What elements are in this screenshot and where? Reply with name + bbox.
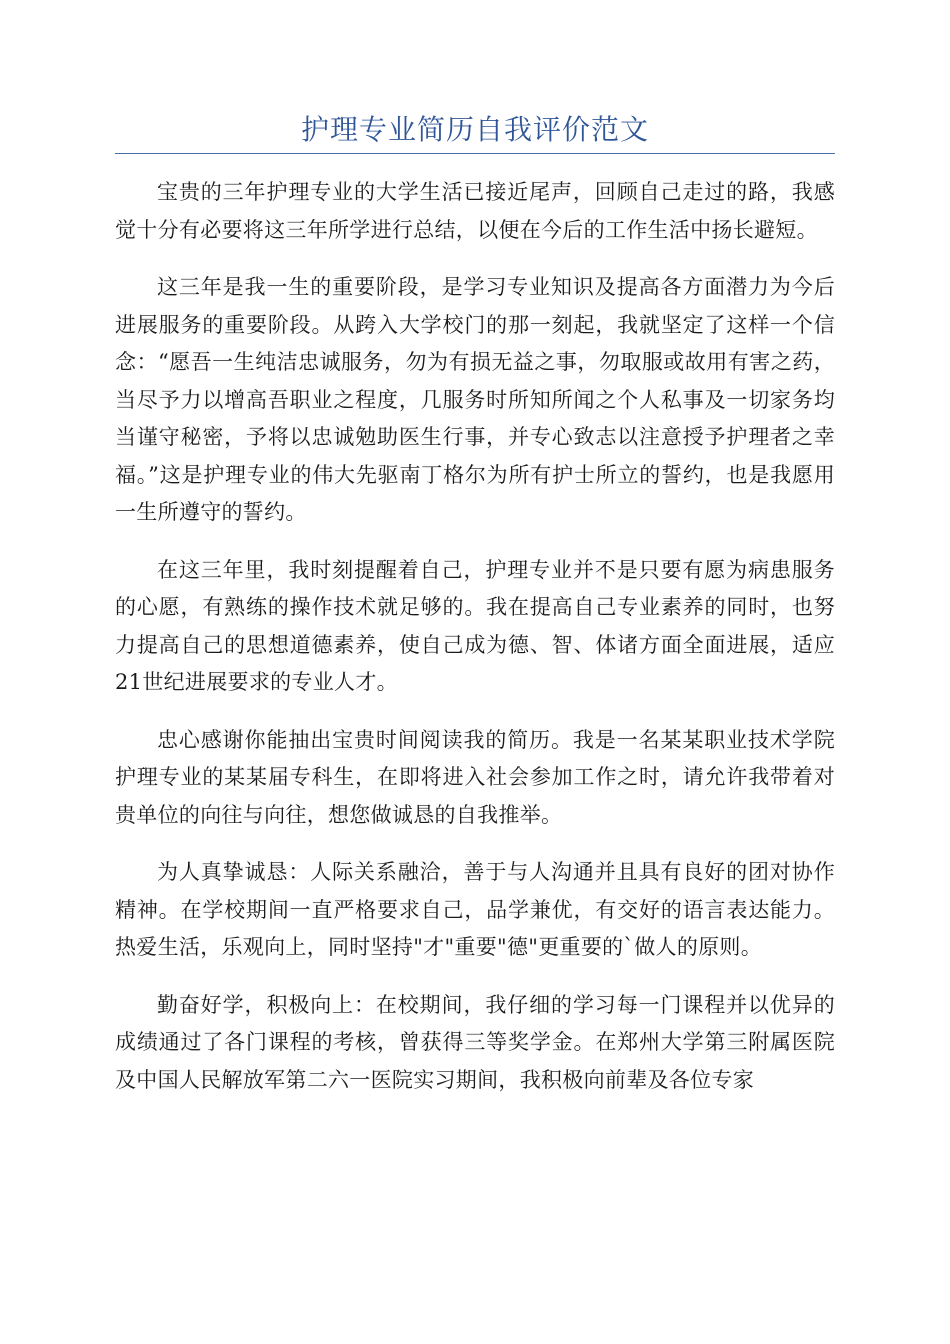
paragraph-intro: 宝贵的三年护理专业的大学生活已接近尾声，回顾自己走过的路，我感觉十分有必要将这三年所学进行总结，以便在今后的工作生活中扬长避短。 <box>115 180 835 242</box>
title-underline <box>115 153 835 154</box>
paragraph-oath: 这三年是我一生的重要阶段，是学习专业知识及提高各方面潜力为今后进展服务的重要阶段。从跨入大学校门的那一刻起，我就坚定了这样一个信念：“愿吾一生纯洁忠诚服务，勿为有损无益之事，勿取服或故用有害之药，当尽予力以增高吾职业之程度，几服务时所知所闻之个人私事及一切家务均当谨守秘密，予将以忠诚勉助医生行事，并专心致志以注意授予护理者之幸福。”这是护理专业的伟大先驱南丁格尔为所有护士所立的誓约，也是我愿用一生所遵守的誓约。 <box>115 275 835 524</box>
paragraph-study: 勤奋好学，积极向上：在校期间，我仔细的学习每一门课程并以优异的成绩通过了各门课程的考核，曾获得三等奖学金。在郑州大学第三附属医院及中国人民解放军第二六一医院实习期间，我积极向前辈及各位专家 <box>115 992 835 1092</box>
document-body <box>115 174 835 1119</box>
paragraph-growth: 在这三年里，我时刻提醒着自己，护理专业并不是只要有愿为病患服务的心愿，有熟练的操作技术就足够的。我在提高自己专业素养的同时，也努力提高自己的思想道德素养，使自己成为德、智、体诸方面全面进展，适应21世纪进展要求的专业人才。 <box>115 557 835 694</box>
document-title: 护理专业简历自我评价范文 <box>300 113 649 146</box>
paragraph-character: 为人真挚诚恳：人际关系融洽，善于与人沟通并且具有良好的团对协作精神。在学校期间一直严格要求自己，品学兼优，有交好的语言表达能力。热爱生活，乐观向上，同时坚持"才"重要"德"更重要的`做人的原则。 <box>115 860 835 959</box>
paragraph-thanks: 忠心感谢你能抽出宝贵时间阅读我的简历。我是一名某某职业技术学院护理专业的某某届专科生，在即将进入社会参加工作之时，请允许我带着对贵单位的向往与向往，想您做诚恳的自我推举。 <box>115 727 835 827</box>
